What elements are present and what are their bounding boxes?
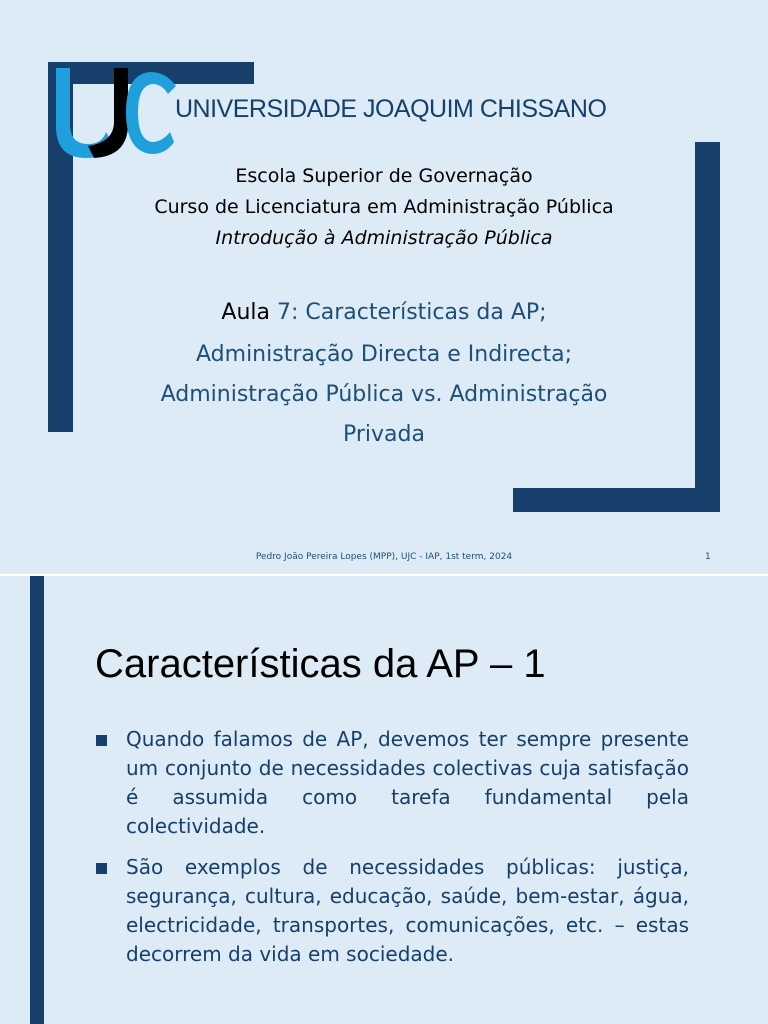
subject-name: Introdução à Administração Pública — [215, 227, 553, 249]
lesson-line-1: Características da AP; — [305, 300, 547, 325]
lesson-line-3: Administração Pública vs. Administração — [160, 382, 608, 407]
course-name: Curso de Licenciatura em Administração Pública — [154, 196, 614, 218]
bullet-square-icon — [96, 735, 107, 746]
lesson-line-2: Administração Directa e Indirecta; — [196, 342, 572, 367]
bullet-text-2: São exemplos de necessidades públicas: justiça, segurança, cultura, educação, saúde, bem-estar, água, electricidade, transportes, comunicações, etc. – estas decorrem da vida em sociedade. — [126, 855, 689, 966]
left-accent-bar — [30, 576, 44, 1024]
lesson-line-4: Privada — [343, 422, 425, 447]
university-name: UNIVERSIDADE JOAQUIM CHISSANO — [175, 95, 607, 123]
lesson-colon: : — [291, 300, 306, 325]
slide-footer: Pedro João Pereira Lopes (MPP), UJC - IAP, 1st term, 2024 — [255, 552, 513, 562]
slide-title: Características da AP – 1 — [95, 642, 546, 686]
page-number: 1 — [705, 552, 711, 562]
lesson-number: 7 — [277, 300, 291, 325]
lesson-prefix: Aula — [221, 300, 277, 325]
lesson-heading — [0, 298, 768, 328]
bullet-square-icon — [96, 863, 107, 874]
bullet-text-1: Quando falamos de AP, devemos ter sempre presente um conjunto de necessidades colectivas cuja satisfação é assumida como tarefa fundamental pela colectividade. — [126, 727, 689, 838]
ujc-logo — [48, 64, 178, 160]
school-name: Escola Superior de Governação — [235, 165, 533, 187]
content-slide — [0, 576, 768, 1024]
frame-bar-bottom-right-horizontal — [513, 488, 720, 512]
